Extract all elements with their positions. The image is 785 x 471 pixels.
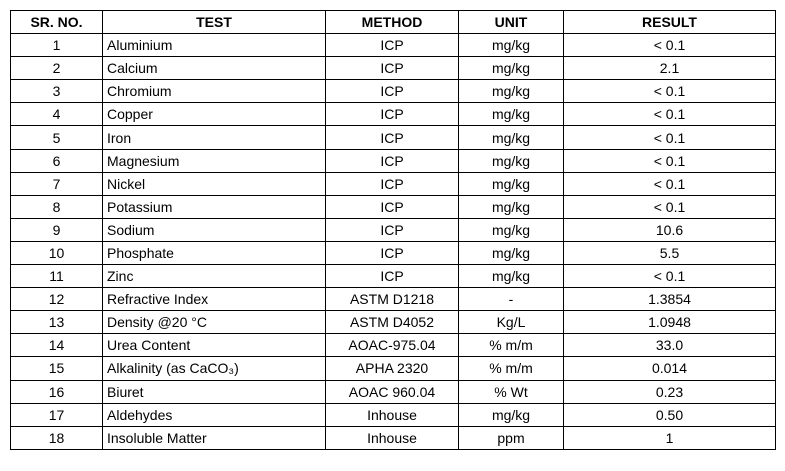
test-cell: Alkalinity (as CaCO₃) <box>103 357 326 380</box>
sr-no-cell: 3 <box>11 80 103 103</box>
header-method: METHOD <box>326 11 459 34</box>
table-row <box>11 265 776 288</box>
test-cell: Copper <box>103 103 326 126</box>
sr-no-cell: 13 <box>11 311 103 334</box>
result-cell: 5.5 <box>564 241 776 264</box>
result-cell: < 0.1 <box>564 126 776 149</box>
sr-no-cell: 16 <box>11 380 103 403</box>
method-cell: ICP <box>326 218 459 241</box>
result-cell: 2.1 <box>564 57 776 80</box>
sr-no-cell: 6 <box>11 149 103 172</box>
table-row <box>11 218 776 241</box>
method-cell: Inhouse <box>326 403 459 426</box>
test-cell: Urea Content <box>103 334 326 357</box>
result-cell: 33.0 <box>564 334 776 357</box>
unit-cell: mg/kg <box>459 403 564 426</box>
result-cell: 1.3854 <box>564 288 776 311</box>
unit-cell: mg/kg <box>459 172 564 195</box>
test-cell: Magnesium <box>103 149 326 172</box>
test-cell: Biuret <box>103 380 326 403</box>
table-row <box>11 57 776 80</box>
table-row <box>11 149 776 172</box>
result-cell: 10.6 <box>564 218 776 241</box>
header-unit: UNIT <box>459 11 564 34</box>
method-cell: ICP <box>326 241 459 264</box>
result-cell: 1 <box>564 426 776 449</box>
table-header-row <box>11 11 776 34</box>
sr-no-cell: 7 <box>11 172 103 195</box>
method-cell: ICP <box>326 172 459 195</box>
sr-no-cell: 8 <box>11 195 103 218</box>
table-row <box>11 334 776 357</box>
table-row <box>11 103 776 126</box>
table-row <box>11 172 776 195</box>
unit-cell: ppm <box>459 426 564 449</box>
table-row <box>11 80 776 103</box>
test-cell: Potassium <box>103 195 326 218</box>
result-cell: < 0.1 <box>564 103 776 126</box>
table-row <box>11 34 776 57</box>
result-cell: < 0.1 <box>564 265 776 288</box>
unit-cell: mg/kg <box>459 103 564 126</box>
result-cell: 0.014 <box>564 357 776 380</box>
result-cell: 1.0948 <box>564 311 776 334</box>
table-row <box>11 311 776 334</box>
sr-no-cell: 18 <box>11 426 103 449</box>
method-cell: ASTM D4052 <box>326 311 459 334</box>
unit-cell: Kg/L <box>459 311 564 334</box>
sr-no-cell: 10 <box>11 241 103 264</box>
method-cell: ICP <box>326 126 459 149</box>
test-cell: Refractive Index <box>103 288 326 311</box>
sr-no-cell: 2 <box>11 57 103 80</box>
unit-cell: mg/kg <box>459 126 564 149</box>
results-table <box>10 10 776 450</box>
sr-no-cell: 4 <box>11 103 103 126</box>
result-cell: < 0.1 <box>564 149 776 172</box>
test-cell: Sodium <box>103 218 326 241</box>
table-row <box>11 241 776 264</box>
method-cell: AOAC-975.04 <box>326 334 459 357</box>
unit-cell: mg/kg <box>459 34 564 57</box>
test-cell: Calcium <box>103 57 326 80</box>
result-cell: 0.23 <box>564 380 776 403</box>
unit-cell: % Wt <box>459 380 564 403</box>
test-cell: Aldehydes <box>103 403 326 426</box>
test-cell: Iron <box>103 126 326 149</box>
test-cell: Phosphate <box>103 241 326 264</box>
result-cell: < 0.1 <box>564 172 776 195</box>
method-cell: ICP <box>326 195 459 218</box>
table-row <box>11 357 776 380</box>
test-cell: Zinc <box>103 265 326 288</box>
table-row <box>11 403 776 426</box>
method-cell: ICP <box>326 80 459 103</box>
table-row <box>11 288 776 311</box>
method-cell: ICP <box>326 57 459 80</box>
table-row <box>11 195 776 218</box>
header-test: TEST <box>103 11 326 34</box>
sr-no-cell: 17 <box>11 403 103 426</box>
method-cell: APHA 2320 <box>326 357 459 380</box>
test-cell: Nickel <box>103 172 326 195</box>
test-cell: Chromium <box>103 80 326 103</box>
test-cell: Density @20 °C <box>103 311 326 334</box>
result-cell: < 0.1 <box>564 195 776 218</box>
header-result: RESULT <box>564 11 776 34</box>
method-cell: Inhouse <box>326 426 459 449</box>
unit-cell: mg/kg <box>459 80 564 103</box>
test-cell: Aluminium <box>103 34 326 57</box>
table-row <box>11 426 776 449</box>
unit-cell: mg/kg <box>459 241 564 264</box>
unit-cell: mg/kg <box>459 218 564 241</box>
unit-cell: % m/m <box>459 357 564 380</box>
unit-cell: % m/m <box>459 334 564 357</box>
unit-cell: - <box>459 288 564 311</box>
unit-cell: mg/kg <box>459 57 564 80</box>
table-body <box>11 34 776 450</box>
sr-no-cell: 5 <box>11 126 103 149</box>
table-row <box>11 126 776 149</box>
sr-no-cell: 12 <box>11 288 103 311</box>
method-cell: ASTM D1218 <box>326 288 459 311</box>
method-cell: ICP <box>326 103 459 126</box>
unit-cell: mg/kg <box>459 265 564 288</box>
result-cell: 0.50 <box>564 403 776 426</box>
test-cell: Insoluble Matter <box>103 426 326 449</box>
results-table-container <box>10 10 776 450</box>
header-sr-no: SR. NO. <box>11 11 103 34</box>
sr-no-cell: 9 <box>11 218 103 241</box>
unit-cell: mg/kg <box>459 149 564 172</box>
sr-no-cell: 14 <box>11 334 103 357</box>
method-cell: AOAC 960.04 <box>326 380 459 403</box>
table-row <box>11 380 776 403</box>
result-cell: < 0.1 <box>564 80 776 103</box>
unit-cell: mg/kg <box>459 195 564 218</box>
sr-no-cell: 11 <box>11 265 103 288</box>
sr-no-cell: 15 <box>11 357 103 380</box>
method-cell: ICP <box>326 149 459 172</box>
method-cell: ICP <box>326 34 459 57</box>
result-cell: < 0.1 <box>564 34 776 57</box>
method-cell: ICP <box>326 265 459 288</box>
sr-no-cell: 1 <box>11 34 103 57</box>
